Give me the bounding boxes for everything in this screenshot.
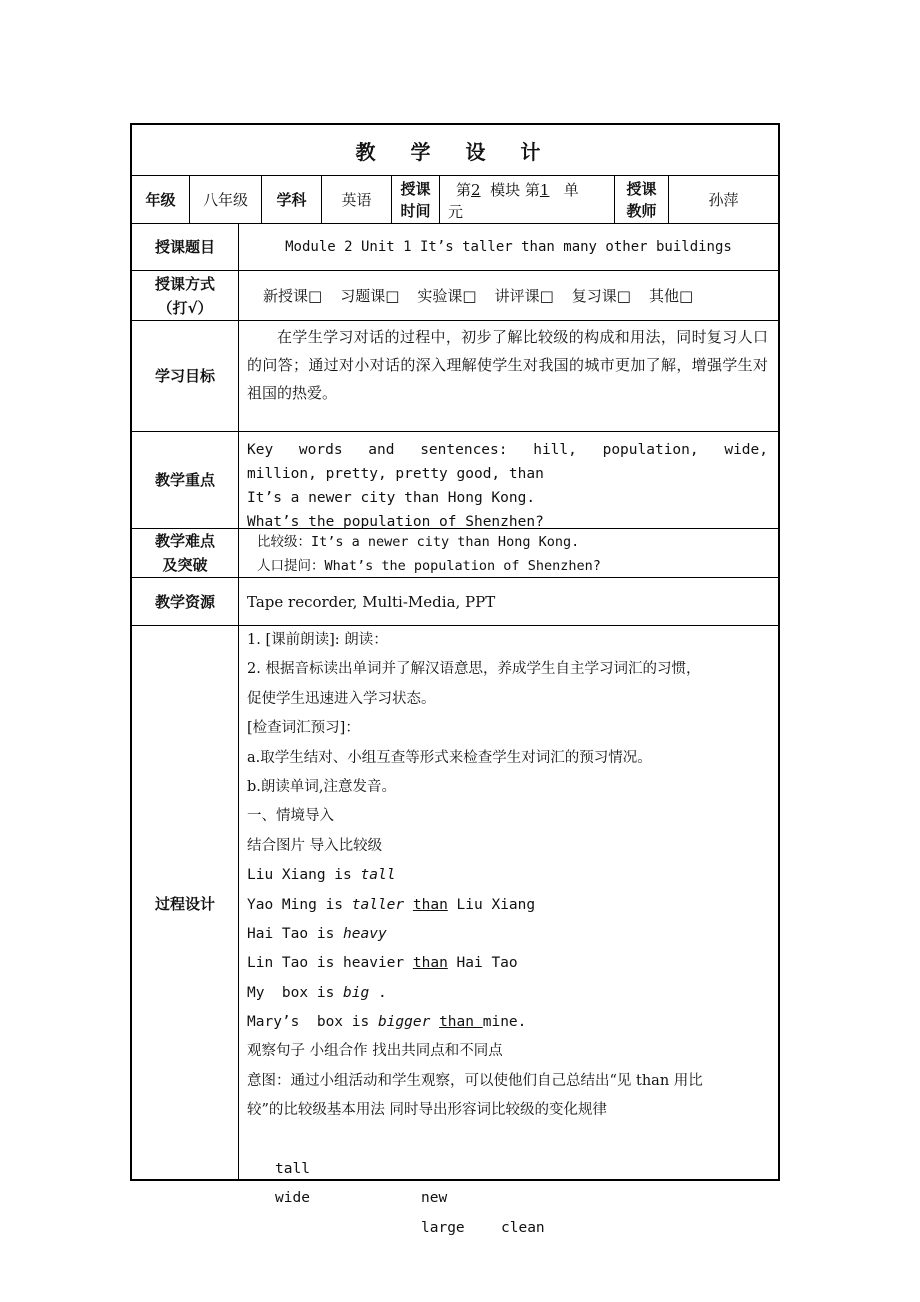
title-row	[132, 125, 778, 176]
method-option-revision[interactable]: 复习课□	[571, 287, 631, 305]
time-value-part: 单	[563, 181, 579, 199]
teacher-label-line-1: 授课	[626, 179, 657, 198]
method-option-exercise[interactable]: 习题课□	[340, 287, 400, 305]
text-part: than	[412, 896, 448, 913]
text-part	[404, 897, 413, 913]
topic-label: 授课题目	[132, 224, 239, 270]
process-line: 结合图片 导入比较级	[247, 837, 383, 854]
text-part: Yao Ming is	[247, 896, 352, 913]
process-line	[247, 920, 772, 949]
resources-row	[132, 578, 778, 626]
text-part: Liu Xiang is	[247, 867, 361, 884]
key-points-line: million, pretty, pretty good, than	[247, 466, 544, 482]
difficulties-label-line-1: 教学难点	[154, 532, 215, 550]
process-line	[247, 949, 772, 978]
process-line: b.朗读单词,注意发音。	[247, 778, 396, 795]
difficulties-line: 人口提问：What’s the population of Shenzhen?	[257, 558, 601, 574]
time-label-line-1: 授课	[400, 179, 431, 198]
difficulties-label-line-2: 及突破	[162, 556, 208, 574]
time-value-part: 元	[448, 203, 464, 221]
method-option-other[interactable]: 其他□	[648, 287, 694, 305]
subject-value: 英语	[322, 176, 392, 223]
time-value-part: 模块 第	[490, 181, 540, 199]
goals-label: 学习目标	[132, 321, 239, 431]
key-points-text	[239, 432, 778, 528]
header-row	[132, 176, 778, 224]
grade-label: 年级	[132, 176, 190, 223]
text-part: Lin Tao is heavier	[247, 955, 413, 972]
text-part: heavy	[343, 925, 387, 942]
text-part: .	[369, 984, 387, 1001]
process-line: 观察句子 小组合作 找出共同点和不同点	[247, 1043, 503, 1060]
page-title: 教 学 设 计	[355, 139, 555, 164]
process-cell	[239, 626, 778, 1236]
text-part: Mary’s box is	[247, 1014, 378, 1031]
process-line: 促使学生迅速进入学习状态。	[247, 690, 436, 707]
goals-text: 在学生学习对话的过程中，初步了解比较级的构成和用法，同时复习人口的问答；通过对小对话的深入理解使学生对我国的城市更加了解，增强学生对祖国的热爱。	[247, 328, 768, 402]
text-part: taller	[351, 896, 405, 913]
method-options	[239, 271, 778, 320]
text-part: big	[343, 984, 370, 1001]
text-part: Liu Xiang	[447, 896, 536, 913]
teacher-value: 孙萍	[708, 191, 739, 209]
process-line	[247, 861, 772, 890]
method-row	[132, 271, 778, 321]
text-part: than	[439, 1014, 483, 1031]
resources-value: Tape recorder, Multi-Media, PPT	[247, 592, 496, 611]
difficulties-row	[132, 529, 778, 578]
word: wide	[275, 1190, 310, 1207]
process-line: [检查词汇预习]：	[247, 720, 360, 737]
resources-label: 教学资源	[132, 578, 239, 625]
process-line	[247, 891, 772, 920]
process-line: a.取学生结对、小组互查等形式来检查学生对词汇的预习情况。	[247, 749, 652, 766]
word: new	[421, 1190, 448, 1207]
text-part	[430, 1014, 439, 1030]
difficulties-line: 比较级：It’s a newer city than Hong Kong.	[257, 534, 580, 550]
time-label-line-2: 时间	[400, 201, 431, 220]
method-option-review-lecture[interactable]: 讲评课□	[494, 287, 554, 305]
lesson-plan-table	[130, 123, 780, 1236]
time-value-part: 第	[456, 181, 472, 199]
text-part: Hai Tao is	[247, 925, 344, 942]
process-line	[247, 1008, 772, 1037]
topic-row	[132, 224, 778, 271]
process-line: 一、情境导入	[247, 808, 334, 825]
goals-row	[132, 321, 778, 432]
text-part: bigger	[377, 1014, 431, 1031]
difficulties-text	[239, 529, 778, 577]
process-line: 意图：通过小组活动和学生观察，可以使他们自己总结出“见 than 用比	[247, 1072, 703, 1089]
teacher-label	[615, 176, 669, 223]
process-line: 1. [课前朗读]: 朗读：	[247, 632, 388, 648]
module-number: 2	[471, 181, 481, 199]
method-label	[132, 271, 239, 320]
time-value	[440, 176, 615, 223]
word: large	[421, 1219, 465, 1236]
word: clean	[501, 1219, 545, 1236]
subject-label: 学科	[262, 176, 322, 223]
key-points-line: What’s the population of Shenzhen?	[247, 514, 544, 530]
difficulties-label	[132, 529, 239, 577]
topic-value: Module 2 Unit 1 It’s taller than many other buildings	[285, 239, 732, 255]
key-points-label: 教学重点	[132, 432, 239, 528]
key-points-line: It’s a newer city than Hong Kong.	[247, 490, 536, 506]
key-points-row	[132, 432, 778, 529]
method-label-line-2: （打√）	[157, 298, 213, 317]
goals-cell	[239, 321, 778, 431]
method-option-experiment[interactable]: 实验课□	[417, 287, 477, 305]
grade-value: 八年级	[190, 176, 262, 223]
unit-number: 1	[539, 181, 550, 199]
time-label	[392, 176, 440, 223]
text-part: My box is	[247, 984, 344, 1001]
process-line	[247, 979, 772, 1008]
process-label: 过程设计	[132, 626, 239, 1181]
process-row	[132, 626, 778, 1236]
text-part: Hai Tao	[447, 955, 518, 972]
method-option-new[interactable]: 新授课□	[263, 287, 323, 305]
key-points-line: Key words and sentences: hill, population, wide,	[247, 442, 768, 458]
process-content	[247, 626, 772, 1236]
method-label-line-1: 授课方式	[154, 274, 215, 293]
word: tall	[275, 1161, 310, 1178]
teacher-label-line-2: 教师	[626, 201, 657, 220]
text-part: than	[412, 955, 448, 972]
text-part: tall	[360, 867, 396, 884]
process-line: 2. 根据音标读出单词并了解汉语意思，养成学生自主学习词汇的习惯，	[247, 661, 701, 678]
text-part: mine.	[482, 1014, 527, 1031]
process-line: 较”的比较级基本用法 同时导出形容词比较级的变化规律	[247, 1102, 608, 1119]
